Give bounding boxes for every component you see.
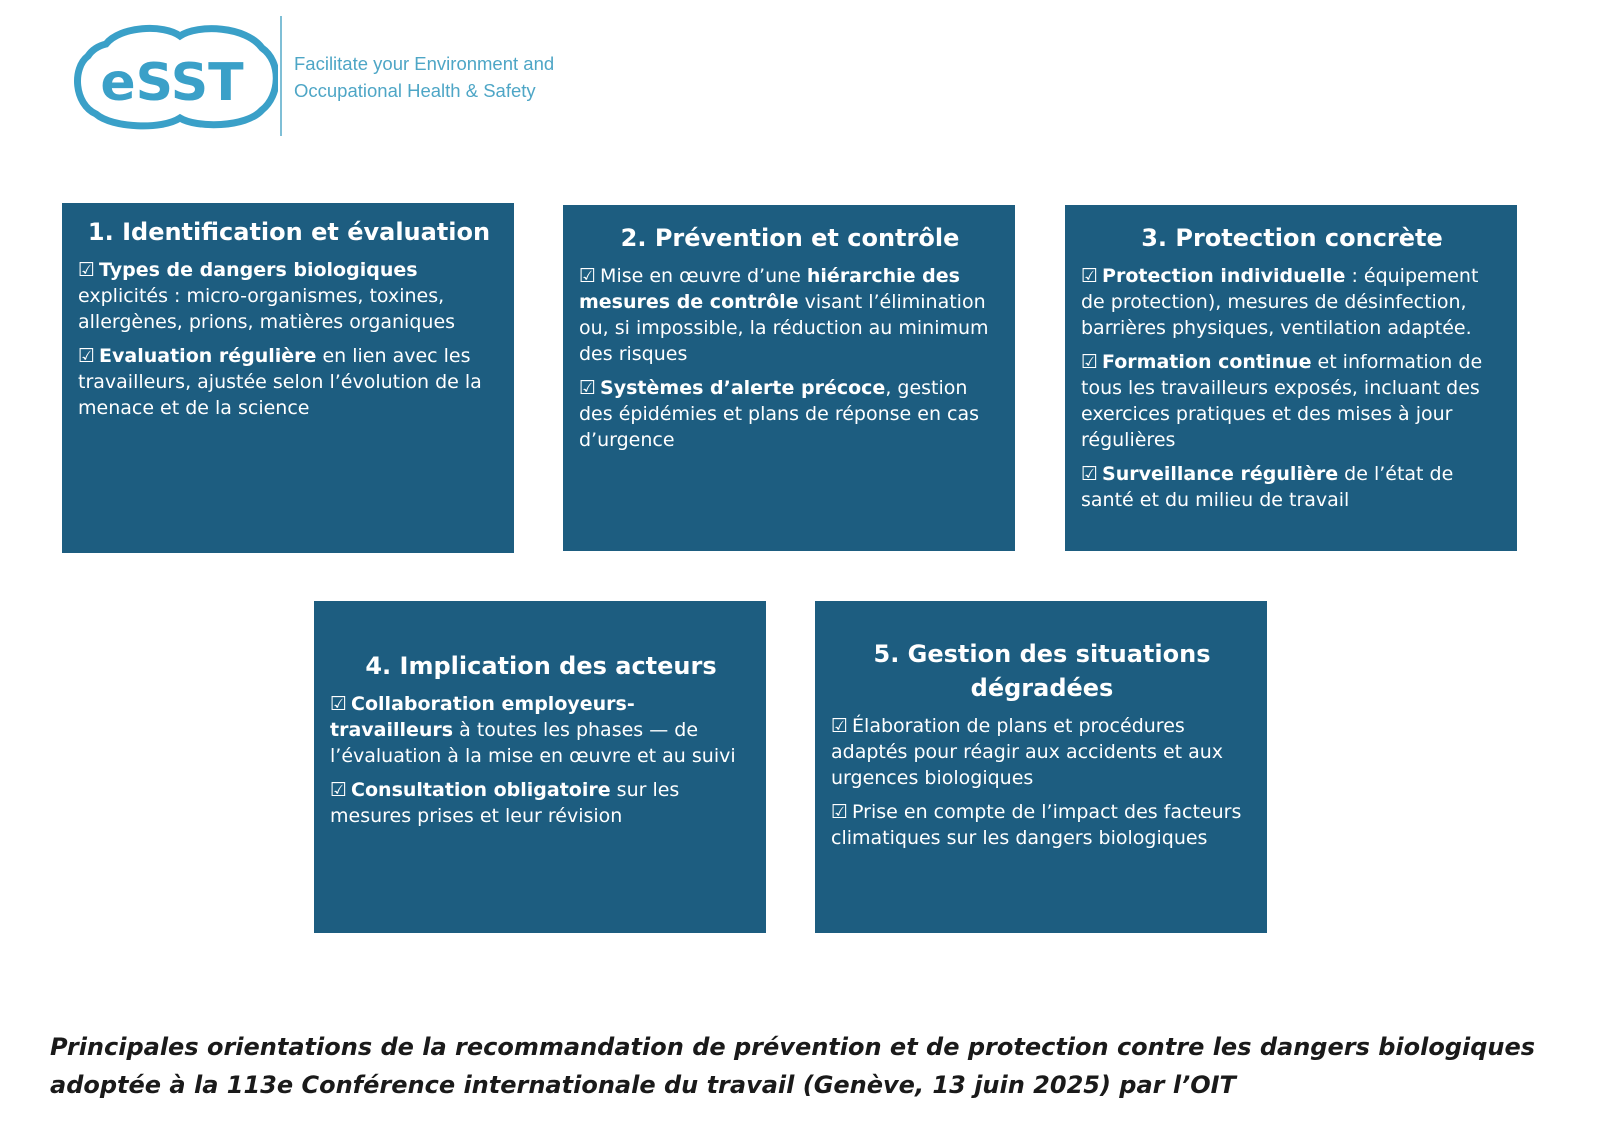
item-bold: Collaboration employeurs-travailleurs	[330, 693, 635, 741]
checkbox-icon: ☑	[78, 259, 96, 281]
card-item	[78, 343, 500, 421]
item-bold: Protection individuelle	[1102, 265, 1346, 287]
checkbox-icon: ☑	[579, 265, 597, 287]
card-title: 2. Prévention et contrôle	[620, 224, 960, 252]
item-bold: Evaluation régulière	[99, 345, 317, 367]
brand-header	[68, 14, 628, 139]
card-item	[831, 713, 1253, 791]
item-text: Élaboration de plans et procédures adaptés pour réagir aux accidents et aux urgences biologiques	[831, 715, 1224, 789]
caption-line-2: adoptée à la 113e Conférence internationale du travail (Genève, 13 juin 2025) par l’OIT	[50, 1071, 1236, 1099]
item-text-pre: Mise en œuvre d’une	[600, 265, 807, 287]
checkbox-icon: ☑	[330, 779, 348, 801]
item-text: en lien avec les travailleurs, ajustée selon l’évolution de la menace et de la science	[78, 345, 482, 419]
item-text: et information de tous les travailleurs exposés, incluant des exercices pratiques et des mises à jour régulières	[1081, 351, 1483, 451]
item-bold: Consultation obligatoire	[351, 779, 611, 801]
item-bold: Systèmes d’alerte précoce	[600, 377, 886, 399]
card-gestion	[815, 601, 1267, 933]
tagline-line-2: Occupational Health & Safety	[294, 80, 536, 101]
card-identification	[62, 203, 514, 553]
card-item	[330, 777, 752, 829]
card-item	[330, 691, 752, 769]
logo-divider	[280, 16, 282, 136]
tagline	[294, 50, 554, 104]
item-bold: Surveillance régulière	[1102, 463, 1339, 485]
card-title: 5. Gestion des situations dégradées	[873, 640, 1211, 702]
checkbox-icon: ☑	[579, 377, 597, 399]
tagline-line-1: Facilitate your Environment and	[294, 53, 555, 74]
item-text: sur les mesures prises et leur révision	[330, 779, 680, 827]
item-text: à toutes les phases — de l’évaluation à la mise en œuvre et au suivi	[330, 719, 736, 767]
item-bold: Formation continue	[1102, 351, 1312, 373]
item-text: explicités : micro-organismes, toxines, allergènes, prions, matières organiques	[78, 285, 456, 333]
checkbox-icon: ☑	[1081, 265, 1099, 287]
figure-caption	[50, 1028, 1570, 1104]
caption-line-1: Principales orientations de la recommandation de prévention et de protection contre les dangers biologiques	[50, 1033, 1536, 1061]
card-protection	[1065, 205, 1517, 551]
item-bold: Types de dangers biologiques	[99, 259, 418, 281]
checkbox-icon: ☑	[831, 801, 849, 823]
card-item	[831, 799, 1253, 851]
card-implication	[314, 601, 766, 933]
checkbox-icon: ☑	[1081, 463, 1099, 485]
card-title: 4. Implication des acteurs	[365, 652, 717, 680]
logo-text: eSST	[100, 53, 244, 113]
card-item	[579, 375, 1001, 453]
card-item	[1081, 263, 1503, 341]
item-text: , gestion des épidémies et plans de réponse en cas d’urgence	[579, 377, 980, 451]
card-item	[579, 263, 1001, 367]
card-title: 1. Identification et évaluation	[87, 218, 491, 246]
card-title: 3. Protection concrète	[1141, 224, 1443, 252]
esst-logo	[68, 22, 278, 132]
card-item	[78, 257, 500, 335]
checkbox-icon: ☑	[330, 693, 348, 715]
item-bold: hiérarchie des mesures de contrôle	[579, 265, 960, 313]
item-text: visant l’élimination ou, si impossible, la réduction au minimum des risques	[579, 291, 989, 365]
item-text: Prise en compte de l’impact des facteurs climatiques sur les dangers biologiques	[831, 801, 1242, 849]
checkbox-icon: ☑	[1081, 351, 1099, 373]
card-item	[1081, 349, 1503, 453]
checkbox-icon: ☑	[78, 345, 96, 367]
item-text: : équipement de protection), mesures de désinfection, barrières physiques, ventilation adaptée.	[1081, 265, 1479, 339]
checkbox-icon: ☑	[831, 715, 849, 737]
card-prevention	[563, 205, 1015, 551]
card-item	[1081, 461, 1503, 513]
item-text: de l’état de santé et du milieu de travail	[1081, 463, 1454, 511]
